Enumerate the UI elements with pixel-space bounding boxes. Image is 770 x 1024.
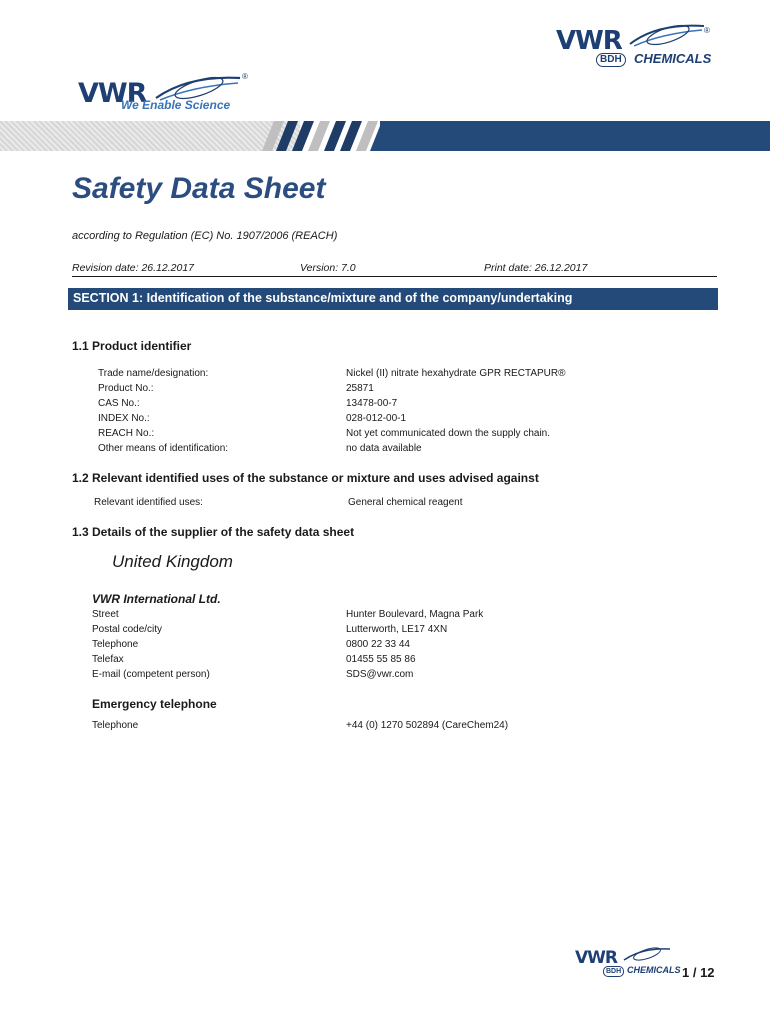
logo-tagline: We Enable Science: [121, 98, 231, 112]
row-label: Trade name/designation:: [98, 368, 209, 379]
supplier-country: United Kingdom: [112, 552, 233, 571]
row-label: CAS No.:: [98, 398, 140, 409]
logo-main-brand: VWR: [78, 78, 147, 109]
row-label: Telefax: [92, 654, 124, 665]
print-date: Print date: 26.12.2017: [484, 262, 588, 274]
row-value: Not yet communicated down the supply chain.: [346, 428, 550, 439]
relevant-uses-heading: 1.2 Relevant identified uses of the substance or mixture and uses advised against: [72, 471, 539, 485]
table-row: [92, 623, 712, 638]
bdh-badge: BDH: [596, 53, 626, 67]
row-value: 13478-00-7: [346, 398, 398, 409]
registered-mark: ®: [242, 72, 248, 81]
table-row: [98, 367, 718, 382]
row-label: Street: [92, 609, 119, 620]
table-row: [98, 397, 718, 412]
row-label: REACH No.:: [98, 428, 155, 439]
page-title: Safety Data Sheet: [72, 172, 326, 205]
row-value: +44 (0) 1270 502894 (CareChem24): [346, 720, 509, 731]
regulation-subtitle: according to Regulation (EC) No. 1907/2006 (REACH): [72, 230, 338, 242]
section-1-heading: SECTION 1: Identification of the substance/mixture and of the company/undertaking: [68, 288, 718, 310]
row-label: INDEX No.:: [98, 413, 150, 424]
supplier-company: VWR International Ltd.: [92, 592, 221, 606]
footer-logo: [575, 946, 681, 978]
row-label: Telephone: [92, 720, 139, 731]
table-row: [92, 719, 712, 734]
bdh-badge: BDH: [603, 966, 624, 977]
registered-mark: ®: [704, 26, 710, 35]
ribbon-icon: [262, 121, 392, 151]
row-value: no data available: [346, 443, 422, 454]
banner-pattern: [0, 121, 300, 151]
row-value: 01455 55 85 86: [346, 654, 416, 665]
page-number: 1 / 12: [682, 965, 715, 980]
row-label: Relevant identified uses:: [94, 497, 203, 508]
row-label: E-mail (competent person): [92, 669, 210, 680]
row-label: Other means of identification:: [98, 443, 229, 454]
table-row: [98, 427, 718, 442]
row-label: Postal code/city: [92, 624, 163, 635]
product-identifier-heading: 1.1 Product identifier: [72, 339, 192, 353]
table-row: [98, 382, 718, 397]
emergency-heading: Emergency telephone: [92, 697, 217, 711]
chemicals-label: CHEMICALS: [634, 51, 712, 66]
row-value: Hunter Boulevard, Magna Park: [346, 609, 484, 620]
table-row: [92, 608, 712, 623]
header-banner: [0, 121, 770, 151]
supplier-table: [92, 608, 712, 684]
logo-top-brand: VWR: [556, 26, 622, 56]
table-row: [98, 442, 718, 457]
chemicals-label: CHEMICALS: [627, 965, 681, 975]
row-label: Telephone: [92, 639, 139, 650]
table-row: [92, 653, 712, 668]
table-row: [92, 638, 712, 653]
email-link[interactable]: SDS@vwr.com: [346, 669, 414, 680]
swoosh-icon: [628, 22, 708, 50]
divider: [72, 276, 717, 277]
vwr-we-enable-science-logo: [78, 72, 258, 116]
row-value: General chemical reagent: [348, 497, 463, 508]
banner-blue-block: [380, 121, 770, 151]
row-value: Lutterworth, LE17 4XN: [346, 624, 448, 635]
row-value: 25871: [346, 383, 374, 394]
row-label: Product No.:: [98, 383, 154, 394]
logo-footer-brand: VWR: [575, 948, 617, 968]
table-row: [92, 668, 712, 683]
row-value: 0800 22 33 44: [346, 639, 410, 650]
table-row: [98, 412, 718, 427]
vwr-bdh-chemicals-logo: [556, 22, 716, 68]
table-row: [94, 496, 714, 511]
row-value: 028-012-00-1: [346, 413, 407, 424]
product-identifier-table: [98, 367, 718, 459]
supplier-heading: 1.3 Details of the supplier of the safety data sheet: [72, 525, 355, 539]
revision-date: Revision date: 26.12.2017: [72, 262, 195, 274]
swoosh-icon: [622, 946, 672, 964]
row-value: Nickel (II) nitrate hexahydrate GPR RECTAPUR®: [346, 368, 566, 379]
version: Version: 7.0: [300, 262, 356, 274]
